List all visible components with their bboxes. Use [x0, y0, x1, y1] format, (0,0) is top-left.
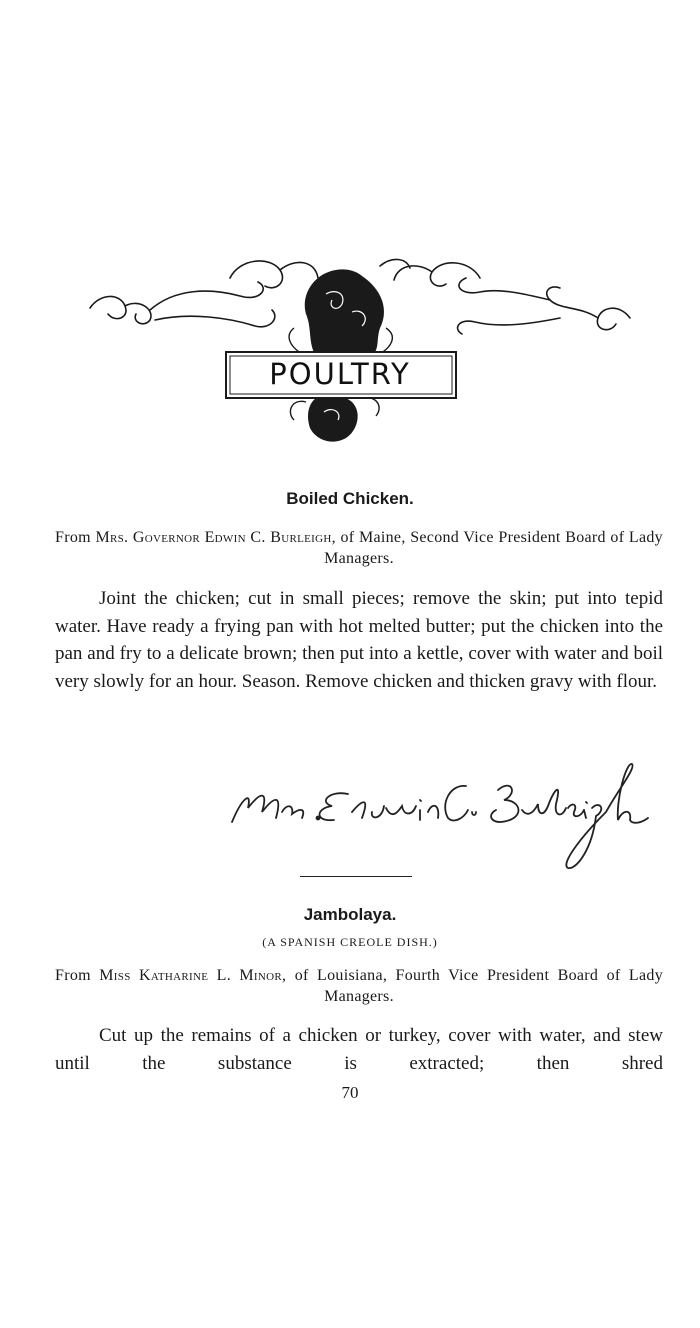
recipe-attribution	[55, 527, 663, 569]
recipe-body: Cut up the remains of a chicken or turkey, cover with water, and stew until the substance is extracted; then shred	[55, 1025, 663, 1074]
attribution-prefix: From	[55, 967, 91, 984]
poultry-ornament-illustration	[80, 248, 640, 448]
attribution-prefix: From	[55, 529, 91, 546]
section-title: POULTRY	[269, 357, 411, 391]
recipe-title: Jambolaya.	[303, 905, 397, 924]
attribution-name: Miss Katharine L. Minor,	[99, 967, 287, 984]
recipe-attribution	[55, 965, 663, 1007]
handwritten-signature	[222, 760, 662, 880]
recipe-title: Boiled Chicken.	[286, 489, 414, 508]
recipe-subtitle: (A SPANISH CREOLE DISH.)	[262, 935, 438, 949]
attribution-rest: of Louisiana, Fourth Vice President Board of Lady Managers.	[294, 967, 663, 1005]
page-number: 70	[341, 1083, 359, 1102]
recipe-body: Joint the chicken; cut in small pieces; remove the skin; put into tepid water. Have ready a frying pan with hot melted butter; put the chicken into the pan and fry to a delicate brown; then put into a kettle, cover with water and boil very slowly for an hour. Season. Remove chicken and thicken gravy with flour.	[55, 588, 663, 692]
attribution-name: Mrs. Governor Edwin C. Burleigh,	[95, 529, 336, 546]
section-divider	[300, 876, 412, 877]
attribution-rest: of Maine, Second Vice President Board of Lady Managers.	[324, 529, 663, 567]
